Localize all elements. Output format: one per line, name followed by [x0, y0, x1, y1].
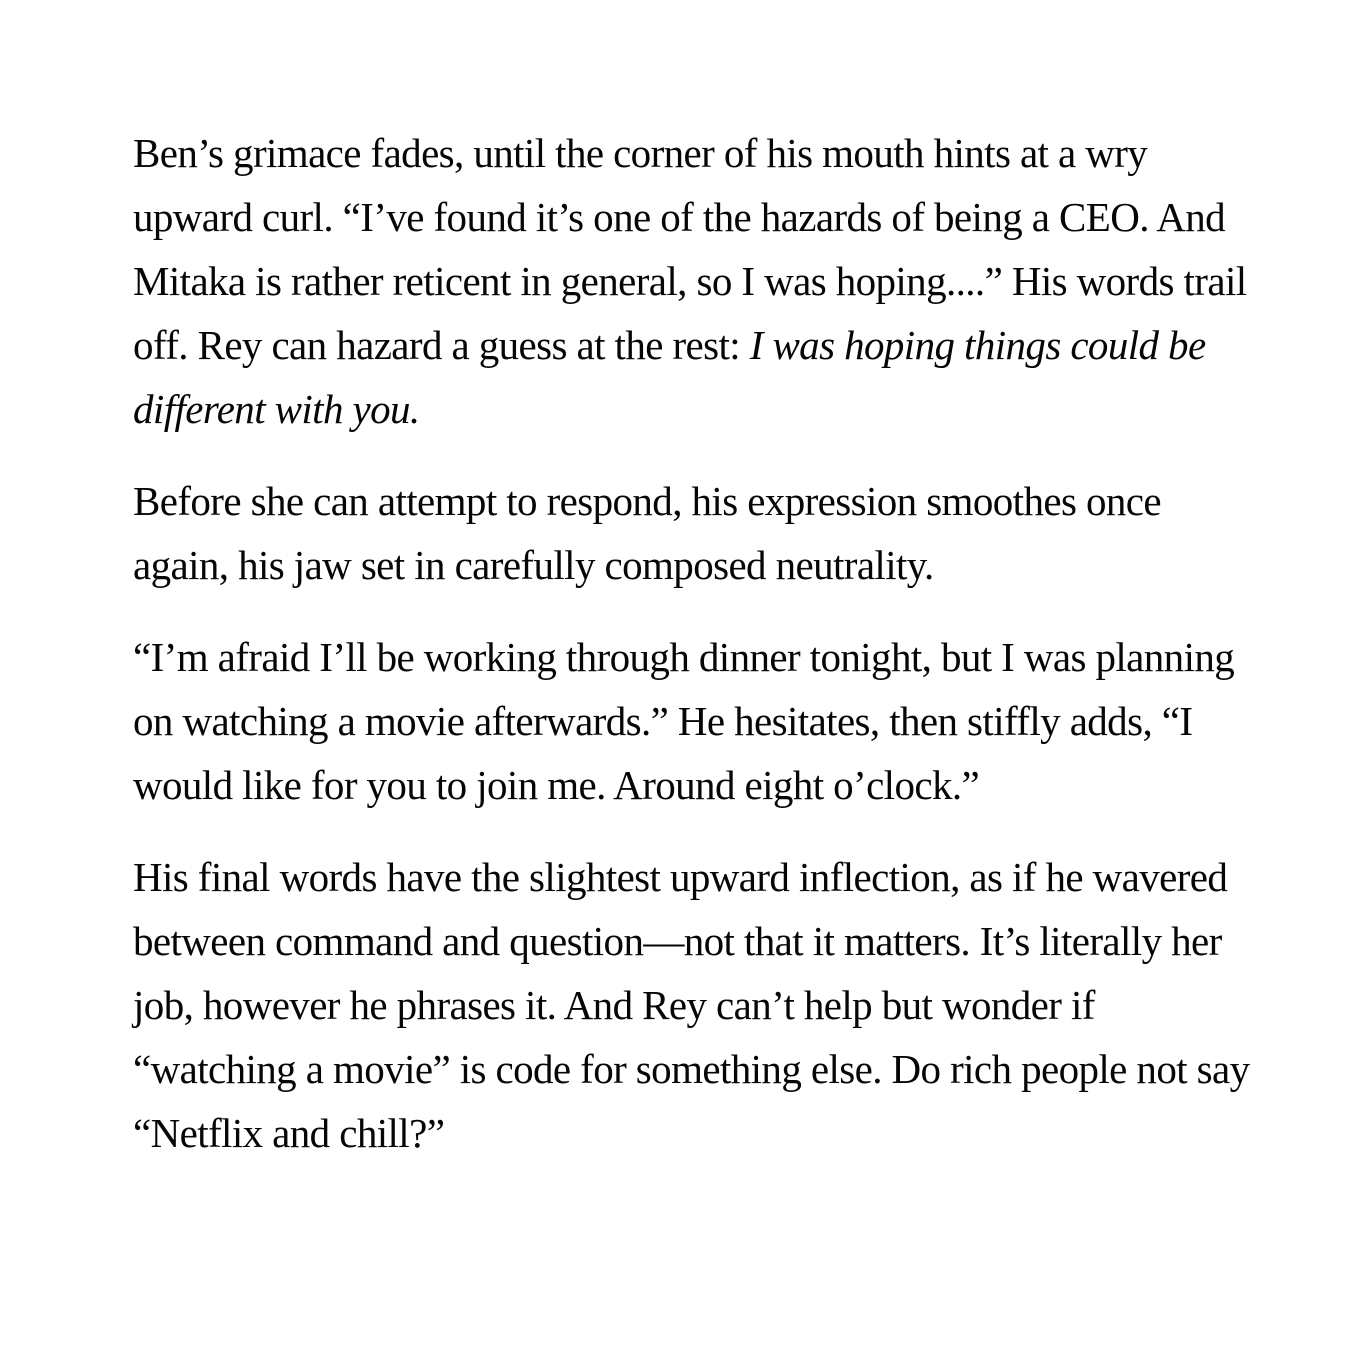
paragraph-4-text: His final words have the slightest upward inflection, as if he wavered between command and question—not that it matters. It’s literally her job, however he phrases it. And Rey can’t help but wonder if “watching a movie” is code for something else. Do rich people not say “Netflix and chill?” [133, 854, 1250, 1156]
paragraph-2-text: Before she can attempt to respond, his expression smoothes once again, his jaw set in carefully composed neutrality. [133, 478, 1161, 588]
paragraph-1 [133, 121, 1263, 441]
paragraph-4 [133, 845, 1263, 1165]
text-content [133, 121, 1263, 1165]
paragraph-3-text: “I’m afraid I’ll be working through dinner tonight, but I was planning on watching a movie afterwards.” He hesitates, then stiffly adds, “I would like for you to join me. Around eight o’clock.” [133, 634, 1235, 808]
paragraph-3 [133, 625, 1263, 817]
paragraph-1-text: Ben’s grimace fades, until the corner of his mouth hints at a wry upward curl. “I’ve found it’s one of the hazards of being a CEO. And Mitaka is rather reticent in general, so I was hoping....” His words trail off. Rey can hazard a guess at the rest: [133, 130, 1247, 368]
paragraph-2 [133, 469, 1263, 597]
paragraph-1-italic-text: I was hoping things could be different with you. [133, 322, 1206, 432]
